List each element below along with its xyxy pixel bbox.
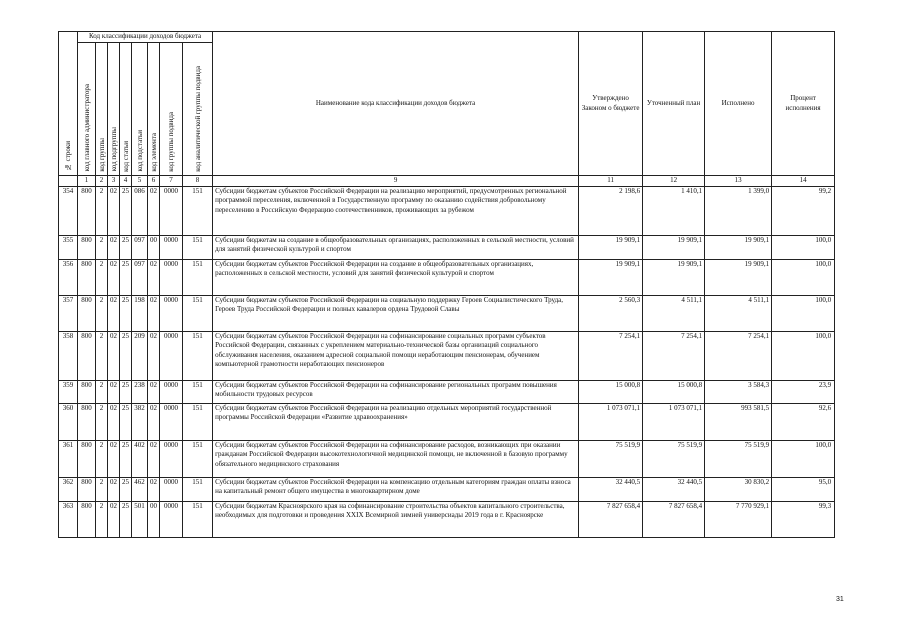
cell-approved: 7 254,1: [579, 331, 643, 380]
cell-c8: 151: [183, 259, 213, 295]
cell-c7: 0000: [160, 501, 183, 537]
cell-c6: 00: [148, 235, 160, 259]
cell-c3: 02: [108, 501, 120, 537]
budget-revenue-table: [58, 31, 835, 538]
column-index: 4: [120, 176, 132, 187]
cell-c1: 800: [78, 331, 96, 380]
cell-plan: 32 440,5: [643, 477, 705, 501]
cell-approved: 32 440,5: [579, 477, 643, 501]
cell-c6: 02: [148, 403, 160, 440]
cell-no: 363: [59, 501, 78, 537]
cell-approved: 1 073 071,1: [579, 403, 643, 440]
cell-c6: 02: [148, 440, 160, 477]
cell-exec: 7 254,1: [705, 331, 772, 380]
table-body: [59, 186, 835, 537]
cell-pct: 100,0: [772, 331, 835, 380]
cell-c4: 25: [120, 380, 132, 403]
cell-c1: 800: [78, 259, 96, 295]
cell-c5: 198: [132, 295, 148, 331]
header-executed: Исполнено: [705, 32, 772, 176]
cell-plan: 1 410,1: [643, 186, 705, 235]
cell-c7: 0000: [160, 295, 183, 331]
cell-approved: 19 909,1: [579, 235, 643, 259]
column-index: 11: [579, 176, 643, 187]
header-plan: Уточненный план: [643, 32, 705, 176]
cell-name: Субсидии бюджетам на создание в общеобразовательных организациях, расположенных в сельской местности, условий для занятий физической культурой и спортом: [213, 235, 579, 259]
cell-no: 362: [59, 477, 78, 501]
cell-approved: 7 827 658,4: [579, 501, 643, 537]
cell-exec: 3 584,3: [705, 380, 772, 403]
cell-c8: 151: [183, 403, 213, 440]
cell-exec: 4 511,1: [705, 295, 772, 331]
header-code-group: код группы: [96, 43, 108, 176]
cell-c1: 800: [78, 380, 96, 403]
cell-approved: 2 560,3: [579, 295, 643, 331]
cell-plan: 19 909,1: [643, 259, 705, 295]
table-row: [59, 331, 835, 380]
header-code-article: код статьи: [120, 43, 132, 176]
cell-c7: 0000: [160, 235, 183, 259]
cell-no: 354: [59, 186, 78, 235]
cell-c4: 25: [120, 501, 132, 537]
cell-c2: 2: [96, 186, 108, 235]
header-code-analytic-group: код аналитической группы подвида: [183, 43, 213, 176]
cell-name: Субсидии бюджетам субъектов Российской Федерации на создание в общеобразовательных организациях, расположенных в сельской местности, условий для занятий физической культурой и спортом: [213, 259, 579, 295]
cell-c5: 086: [132, 186, 148, 235]
cell-c7: 0000: [160, 380, 183, 403]
cell-no: 361: [59, 440, 78, 477]
table-row: [59, 501, 835, 537]
cell-c2: 2: [96, 501, 108, 537]
cell-c3: 02: [108, 380, 120, 403]
table-row: [59, 440, 835, 477]
cell-c2: 2: [96, 295, 108, 331]
cell-c3: 02: [108, 440, 120, 477]
column-index: 13: [705, 176, 772, 187]
cell-c8: 151: [183, 186, 213, 235]
cell-c5: 097: [132, 259, 148, 295]
cell-no: 356: [59, 259, 78, 295]
cell-c6: 02: [148, 186, 160, 235]
cell-c1: 800: [78, 235, 96, 259]
cell-c2: 2: [96, 259, 108, 295]
column-index: 7: [160, 176, 183, 187]
column-index: 5: [132, 176, 148, 187]
cell-c5: 382: [132, 403, 148, 440]
cell-c8: 151: [183, 235, 213, 259]
cell-approved: 75 519,9: [579, 440, 643, 477]
cell-c5: 097: [132, 235, 148, 259]
column-index: 1: [78, 176, 96, 187]
cell-no: 357: [59, 295, 78, 331]
cell-c5: 209: [132, 331, 148, 380]
table-row: [59, 235, 835, 259]
cell-c2: 2: [96, 235, 108, 259]
column-index: 14: [772, 176, 835, 187]
header-code-subarticle: код подстатьи: [132, 43, 148, 176]
cell-c5: 501: [132, 501, 148, 537]
cell-c1: 800: [78, 477, 96, 501]
cell-c6: 00: [148, 501, 160, 537]
cell-c7: 0000: [160, 186, 183, 235]
cell-c7: 0000: [160, 477, 183, 501]
cell-c2: 2: [96, 380, 108, 403]
column-index: 3: [108, 176, 120, 187]
table-row: [59, 295, 835, 331]
cell-name: Субсидии бюджетам субъектов Российской Федерации на реализацию отдельных мероприятий государственной программы Российской Федерации «Развитие здравоохранения»: [213, 403, 579, 440]
cell-exec: 30 830,2: [705, 477, 772, 501]
cell-c3: 02: [108, 235, 120, 259]
cell-pct: 100,0: [772, 259, 835, 295]
cell-exec: 7 770 929,1: [705, 501, 772, 537]
table-row: [59, 403, 835, 440]
header-code-subtype-group: код группы подвида: [160, 43, 183, 176]
cell-c7: 0000: [160, 259, 183, 295]
cell-pct: 95,0: [772, 477, 835, 501]
cell-name: Субсидии бюджетам субъектов Российской Федерации на софинансирование социальных программ субъектов Российской Федерации, связанных с укреплением материально-технической базы организаций социального обслуживания населения, оказанием адресной социальной помощи неработающим пенсионерам, обучением компьютерной грамотности неработающих пенсионеров: [213, 331, 579, 380]
cell-c4: 25: [120, 331, 132, 380]
cell-plan: 4 511,1: [643, 295, 705, 331]
header-approved: Утверждено Законом о бюджете: [579, 32, 643, 176]
cell-plan: 19 909,1: [643, 235, 705, 259]
table-row: [59, 259, 835, 295]
cell-pct: 99,3: [772, 501, 835, 537]
cell-c6: 02: [148, 331, 160, 380]
cell-c7: 0000: [160, 440, 183, 477]
cell-exec: 993 581,5: [705, 403, 772, 440]
cell-pct: 99,2: [772, 186, 835, 235]
cell-c3: 02: [108, 331, 120, 380]
cell-c5: 238: [132, 380, 148, 403]
column-index-row: [59, 176, 835, 187]
cell-c8: 151: [183, 477, 213, 501]
cell-c3: 02: [108, 295, 120, 331]
header-code-subgroup: код подгруппы: [108, 43, 120, 176]
header-classification-group: Код классификации доходов бюджета: [78, 32, 213, 43]
cell-no: 359: [59, 380, 78, 403]
header-code-element: код элемента: [148, 43, 160, 176]
cell-c3: 02: [108, 259, 120, 295]
cell-c4: 25: [120, 259, 132, 295]
cell-c3: 02: [108, 403, 120, 440]
cell-approved: 2 198,6: [579, 186, 643, 235]
cell-c1: 800: [78, 186, 96, 235]
column-index: 9: [213, 176, 579, 187]
cell-plan: 7 254,1: [643, 331, 705, 380]
cell-c4: 25: [120, 186, 132, 235]
cell-c1: 800: [78, 403, 96, 440]
column-index: 8: [183, 176, 213, 187]
cell-c3: 02: [108, 186, 120, 235]
cell-c4: 25: [120, 440, 132, 477]
cell-c8: 151: [183, 331, 213, 380]
cell-c1: 800: [78, 295, 96, 331]
cell-pct: 100,0: [772, 440, 835, 477]
header-row-number: № строки: [59, 32, 78, 176]
cell-plan: 1 073 071,1: [643, 403, 705, 440]
cell-plan: 7 827 658,4: [643, 501, 705, 537]
cell-no: 355: [59, 235, 78, 259]
cell-name: Субсидии бюджетам субъектов Российской Федерации на компенсацию отдельным категориям граждан оплаты взноса на капитальный ремонт общего имущества в многоквартирном доме: [213, 477, 579, 501]
cell-c8: 151: [183, 380, 213, 403]
cell-name: Субсидии бюджетам субъектов Российской Федерации на софинансирование региональных программ повышения мобильности трудовых ресурсов: [213, 380, 579, 403]
cell-pct: 100,0: [772, 295, 835, 331]
cell-c7: 0000: [160, 331, 183, 380]
column-index: 12: [643, 176, 705, 187]
cell-c4: 25: [120, 477, 132, 501]
header-code-admin: код главного администратора: [78, 43, 96, 176]
cell-pct: 92,6: [772, 403, 835, 440]
cell-c2: 2: [96, 440, 108, 477]
cell-name: Субсидии бюджетам субъектов Российской Федерации на социальную поддержку Героев Социалистического Труда, Героев Труда Российской Федерации и полных кавалеров ордена Трудовой Славы: [213, 295, 579, 331]
column-index: 6: [148, 176, 160, 187]
cell-c3: 02: [108, 477, 120, 501]
cell-c6: 02: [148, 259, 160, 295]
cell-approved: 15 000,8: [579, 380, 643, 403]
cell-c4: 25: [120, 295, 132, 331]
cell-c5: 462: [132, 477, 148, 501]
cell-c2: 2: [96, 477, 108, 501]
cell-plan: 15 000,8: [643, 380, 705, 403]
cell-plan: 75 519,9: [643, 440, 705, 477]
cell-name: Субсидии бюджетам субъектов Российской Федерации на реализацию мероприятий, предусмотренных региональной программой переселения, включенной в Государственную программу по оказанию содействия добровольному переселению в Российскую Федерацию соотечественников, проживающих за рубежом: [213, 186, 579, 235]
cell-pct: 23,9: [772, 380, 835, 403]
cell-approved: 19 909,1: [579, 259, 643, 295]
table-row: [59, 186, 835, 235]
header-name: Наименование кода классификации доходов бюджета: [213, 32, 579, 176]
cell-pct: 100,0: [772, 235, 835, 259]
column-index: 2: [96, 176, 108, 187]
header-percent: Процент исполнения: [772, 32, 835, 176]
cell-exec: 19 909,1: [705, 235, 772, 259]
cell-no: 358: [59, 331, 78, 380]
cell-c6: 02: [148, 477, 160, 501]
cell-c7: 0000: [160, 403, 183, 440]
cell-c1: 800: [78, 501, 96, 537]
cell-exec: 75 519,9: [705, 440, 772, 477]
page-number: 31: [836, 596, 844, 603]
cell-c4: 25: [120, 235, 132, 259]
cell-c8: 151: [183, 501, 213, 537]
cell-c6: 02: [148, 380, 160, 403]
table-row: [59, 380, 835, 403]
cell-c2: 2: [96, 331, 108, 380]
cell-c2: 2: [96, 403, 108, 440]
cell-name: Субсидии бюджетам Красноярского края на софинансирование строительства объектов капитального строительства, необходимых для подготовки и проведения XXIX Всемирной зимней универсиады 2019 года в г. Красноярске: [213, 501, 579, 537]
cell-c8: 151: [183, 295, 213, 331]
cell-exec: 19 909,1: [705, 259, 772, 295]
column-index: [59, 176, 78, 187]
cell-c5: 402: [132, 440, 148, 477]
cell-c4: 25: [120, 403, 132, 440]
cell-c8: 151: [183, 440, 213, 477]
cell-no: 360: [59, 403, 78, 440]
cell-name: Субсидии бюджетам субъектов Российской Федерации на софинансирование расходов, возникающих при оказании гражданам Российской Федерации высокотехнологичной медицинской помощи, не включенной в базовую программу обязательного медицинского страхования: [213, 440, 579, 477]
cell-c6: 02: [148, 295, 160, 331]
cell-exec: 1 399,0: [705, 186, 772, 235]
table-row: [59, 477, 835, 501]
cell-c1: 800: [78, 440, 96, 477]
